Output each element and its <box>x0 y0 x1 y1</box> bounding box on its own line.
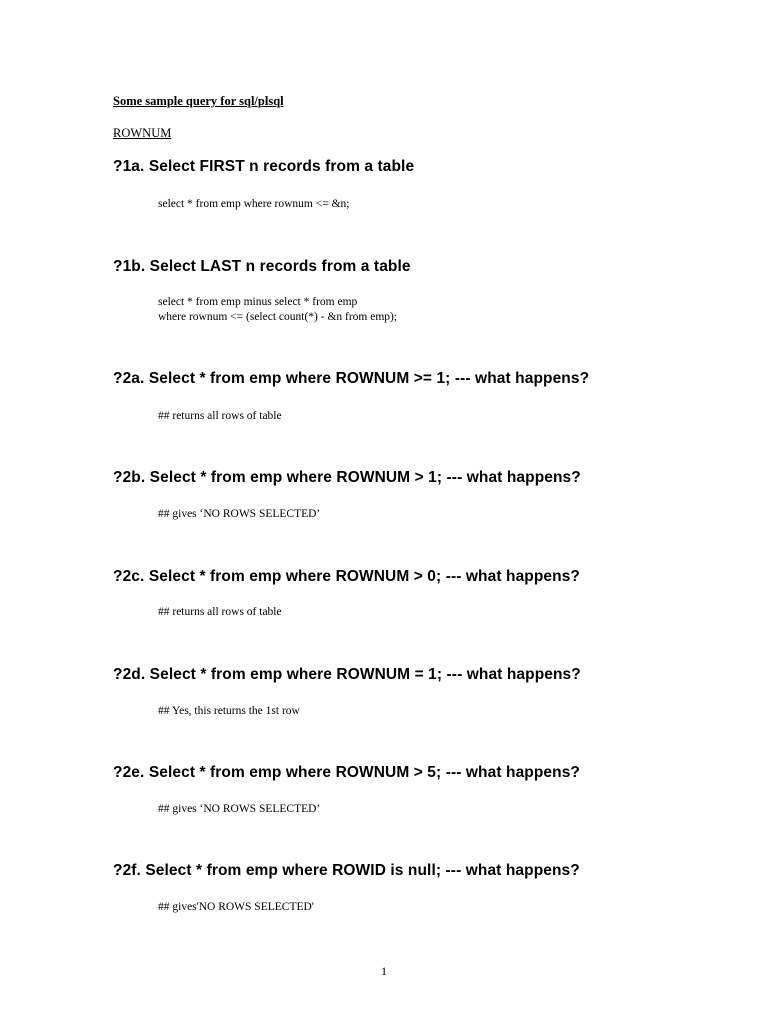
answer-2e: ## gives ‘NO ROWS SELECTED’ <box>158 803 321 815</box>
question-2f: ?2f. Select * from emp where ROWID is null; --- what happens? <box>113 862 580 879</box>
question-2d: ?2d. Select * from emp where ROWNUM = 1; --- what happens? <box>113 666 581 683</box>
question-2c: ?2c. Select * from emp where ROWNUM > 0; --- what happens? <box>113 568 581 585</box>
answer-2c: ## returns all rows of table <box>158 606 282 618</box>
question-2e: ?2e. Select * from emp where ROWNUM > 5; --- what happens? <box>113 764 581 781</box>
answer-2a: ## returns all rows of table <box>158 410 282 422</box>
answer-2d: ## Yes, this returns the 1st row <box>158 705 300 717</box>
question-2a: ?2a. Select * from emp where ROWNUM >= 1; --- what happens? <box>113 370 590 387</box>
answer-2f: ## gives'NO ROWS SELECTED' <box>158 901 314 913</box>
section-heading: ROWNUM <box>113 126 172 140</box>
question-1b: ?1b. Select LAST n records from a table <box>113 258 411 275</box>
page-number: 1 <box>381 964 387 978</box>
document-title: Some sample query for sql/plsql <box>113 94 284 108</box>
question-2b: ?2b. Select * from emp where ROWNUM > 1; --- what happens? <box>113 469 581 486</box>
answer-1a: select * from emp where rownum <= &n; <box>158 198 350 210</box>
answer-1b: select * from emp minus select * from emp where rownum <= (select count(*) - &n from emp); <box>158 296 398 323</box>
answer-2b: ## gives ‘NO ROWS SELECTED’ <box>158 508 321 520</box>
question-1a: ?1a. Select FIRST n records from a table <box>113 158 415 175</box>
